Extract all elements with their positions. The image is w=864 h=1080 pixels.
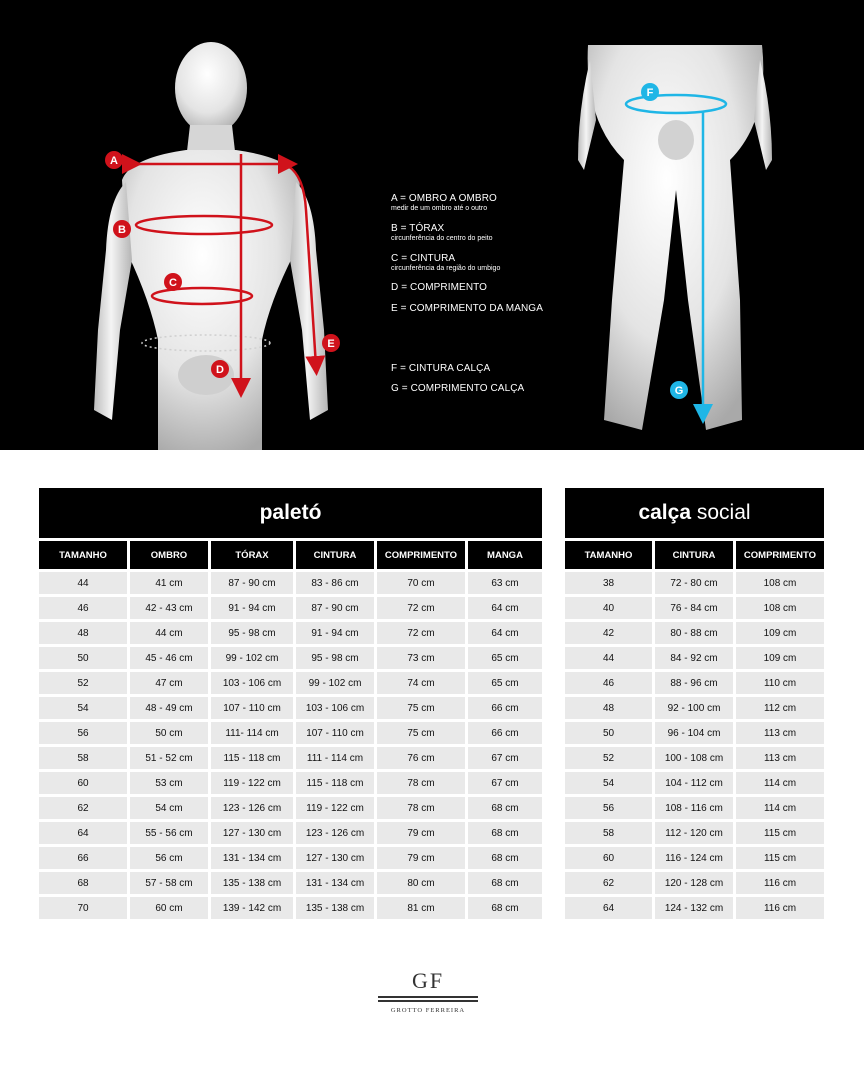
paleto-header-1: OMBRO — [130, 541, 208, 569]
table-cell: 112 - 120 cm — [655, 822, 733, 844]
table-cell: 135 - 138 cm — [211, 872, 293, 894]
table-row — [565, 597, 824, 619]
table-cell: 68 cm — [468, 872, 542, 894]
table-cell: 115 - 118 cm — [296, 772, 374, 794]
table-cell: 50 — [39, 647, 127, 669]
table-cell: 66 cm — [468, 722, 542, 744]
table-cell: 44 — [565, 647, 652, 669]
table-cell: 115 cm — [736, 822, 824, 844]
table-cell: 81 cm — [377, 897, 465, 919]
table-cell: 54 — [39, 697, 127, 719]
table-row — [565, 847, 824, 869]
table-cell: 56 — [39, 722, 127, 744]
table-cell: 60 — [565, 847, 652, 869]
table-cell: 73 cm — [377, 647, 465, 669]
marker-B — [113, 220, 131, 238]
table-cell: 92 - 100 cm — [655, 697, 733, 719]
table-cell: 100 - 108 cm — [655, 747, 733, 769]
marker-G — [670, 381, 688, 399]
table-cell: 123 - 126 cm — [211, 797, 293, 819]
table-cell: 42 - 43 cm — [130, 597, 208, 619]
table-cell: 62 — [39, 797, 127, 819]
marker-A — [105, 151, 123, 169]
table-cell: 127 - 130 cm — [296, 847, 374, 869]
table-cell: 44 — [39, 572, 127, 594]
legend-cintura-calca: F = CINTURA CALÇA — [391, 363, 491, 374]
table-row — [39, 822, 542, 844]
marker-F — [641, 83, 659, 101]
table-cell: 54 cm — [130, 797, 208, 819]
table-cell: 70 — [39, 897, 127, 919]
table-cell: 112 cm — [736, 697, 824, 719]
table-cell: 56 cm — [130, 847, 208, 869]
table-row — [565, 672, 824, 694]
table-cell: 54 — [565, 772, 652, 794]
table-cell: 107 - 110 cm — [211, 697, 293, 719]
table-cell: 99 - 102 cm — [211, 647, 293, 669]
table-row — [39, 797, 542, 819]
table-cell: 64 — [39, 822, 127, 844]
table-cell: 107 - 110 cm — [296, 722, 374, 744]
table-cell: 44 cm — [130, 622, 208, 644]
table-cell: 52 — [39, 672, 127, 694]
table-row — [39, 697, 542, 719]
paleto-header-4: COMPRIMENTO — [377, 541, 465, 569]
table-cell: 139 - 142 cm — [211, 897, 293, 919]
table-cell: 91 - 94 cm — [211, 597, 293, 619]
table-cell: 50 — [565, 722, 652, 744]
table-cell: 65 cm — [468, 647, 542, 669]
table-row — [39, 722, 542, 744]
table-row — [39, 747, 542, 769]
table-cell: 80 cm — [377, 872, 465, 894]
calca-size-table — [562, 485, 827, 922]
table-cell: 78 cm — [377, 797, 465, 819]
table-row — [565, 572, 824, 594]
svg-text:D: D — [216, 364, 224, 376]
table-row — [565, 747, 824, 769]
table-cell: 64 cm — [468, 597, 542, 619]
table-cell: 115 cm — [736, 847, 824, 869]
marker-D — [211, 360, 229, 378]
table-cell: 38 — [565, 572, 652, 594]
table-row — [565, 797, 824, 819]
table-cell: 111- 114 cm — [211, 722, 293, 744]
paleto-header-2: TÓRAX — [211, 541, 293, 569]
table-cell: 103 - 106 cm — [296, 697, 374, 719]
paleto-title: paletó — [39, 488, 542, 538]
table-cell: 74 cm — [377, 672, 465, 694]
table-cell: 62 — [565, 872, 652, 894]
table-row — [39, 597, 542, 619]
legend-cintura: C = CINTURA circunferência da região do umbigo — [391, 253, 501, 272]
table-cell: 56 — [565, 797, 652, 819]
table-row — [39, 897, 542, 919]
svg-text:A: A — [110, 155, 118, 167]
table-cell: 63 cm — [468, 572, 542, 594]
legend-ombro: A = OMBRO A OMBRO medir de um ombro até o outro — [391, 193, 497, 212]
logo-monogram: GF — [411, 968, 445, 993]
table-cell: 108 - 116 cm — [655, 797, 733, 819]
table-cell: 50 cm — [130, 722, 208, 744]
table-cell: 120 - 128 cm — [655, 872, 733, 894]
table-cell: 47 cm — [130, 672, 208, 694]
table-cell: 109 cm — [736, 647, 824, 669]
table-cell: 131 - 134 cm — [296, 872, 374, 894]
table-row — [565, 697, 824, 719]
marker-C — [164, 273, 182, 291]
table-cell: 42 — [565, 622, 652, 644]
table-cell: 87 - 90 cm — [296, 597, 374, 619]
table-cell: 119 - 122 cm — [211, 772, 293, 794]
table-cell: 79 cm — [377, 847, 465, 869]
table-cell: 40 — [565, 597, 652, 619]
table-cell: 113 cm — [736, 722, 824, 744]
table-row — [39, 672, 542, 694]
brand-logo — [378, 968, 478, 1014]
table-row — [39, 572, 542, 594]
table-cell: 113 cm — [736, 747, 824, 769]
paleto-header-0: TAMANHO — [39, 541, 127, 569]
table-cell: 95 - 98 cm — [211, 622, 293, 644]
measurement-illustration — [0, 0, 864, 450]
table-row — [565, 897, 824, 919]
table-cell: 68 cm — [468, 797, 542, 819]
table-cell: 58 — [565, 822, 652, 844]
table-row — [39, 872, 542, 894]
table-cell: 119 - 122 cm — [296, 797, 374, 819]
table-cell: 88 - 96 cm — [655, 672, 733, 694]
table-cell: 114 cm — [736, 797, 824, 819]
table-row — [565, 822, 824, 844]
legs-mannequin — [578, 45, 772, 430]
table-row — [565, 647, 824, 669]
logo-bars — [378, 996, 478, 1002]
table-cell: 115 - 118 cm — [211, 747, 293, 769]
table-cell: 110 cm — [736, 672, 824, 694]
table-cell: 57 - 58 cm — [130, 872, 208, 894]
table-cell: 66 cm — [468, 697, 542, 719]
table-cell: 114 cm — [736, 772, 824, 794]
table-cell: 131 - 134 cm — [211, 847, 293, 869]
table-cell: 108 cm — [736, 572, 824, 594]
table-row — [39, 772, 542, 794]
table-cell: 127 - 130 cm — [211, 822, 293, 844]
svg-text:B: B — [118, 224, 126, 236]
paleto-header-3: CINTURA — [296, 541, 374, 569]
table-cell: 48 — [565, 697, 652, 719]
paleto-size-table — [36, 485, 545, 922]
svg-text:E: E — [327, 338, 335, 350]
table-cell: 52 — [565, 747, 652, 769]
table-row — [565, 622, 824, 644]
table-cell: 109 cm — [736, 622, 824, 644]
table-cell: 79 cm — [377, 822, 465, 844]
table-cell: 78 cm — [377, 772, 465, 794]
table-cell: 103 - 106 cm — [211, 672, 293, 694]
legend-comprimento-calca: G = COMPRIMENTO CALÇA — [391, 383, 525, 394]
table-cell: 55 - 56 cm — [130, 822, 208, 844]
table-cell: 104 - 112 cm — [655, 772, 733, 794]
table-cell: 60 — [39, 772, 127, 794]
legend-comprimento: D = COMPRIMENTO — [391, 282, 488, 293]
table-cell: 124 - 132 cm — [655, 897, 733, 919]
table-row — [39, 847, 542, 869]
table-cell: 64 — [565, 897, 652, 919]
table-cell: 51 - 52 cm — [130, 747, 208, 769]
table-cell: 96 - 104 cm — [655, 722, 733, 744]
calca-title: calça social — [565, 488, 824, 538]
table-cell: 68 — [39, 872, 127, 894]
calca-header-2: COMPRIMENTO — [736, 541, 824, 569]
table-cell: 84 - 92 cm — [655, 647, 733, 669]
table-cell: 67 cm — [468, 747, 542, 769]
table-cell: 72 cm — [377, 622, 465, 644]
table-cell: 66 — [39, 847, 127, 869]
table-cell: 41 cm — [130, 572, 208, 594]
table-cell: 68 cm — [468, 822, 542, 844]
torso-mannequin — [94, 42, 328, 450]
table-cell: 75 cm — [377, 722, 465, 744]
svg-text:G: G — [674, 385, 684, 397]
table-row — [39, 647, 542, 669]
table-cell: 75 cm — [377, 697, 465, 719]
calca-header-1: CINTURA — [655, 541, 733, 569]
table-row — [39, 622, 542, 644]
table-cell: 46 — [565, 672, 652, 694]
legend-torax: B = TÓRAX circunferência do centro do peito — [391, 223, 493, 242]
table-row — [565, 772, 824, 794]
table-cell: 99 - 102 cm — [296, 672, 374, 694]
table-cell: 72 - 80 cm — [655, 572, 733, 594]
table-cell: 48 — [39, 622, 127, 644]
table-cell: 53 cm — [130, 772, 208, 794]
table-cell: 83 - 86 cm — [296, 572, 374, 594]
marker-E — [322, 334, 340, 352]
table-cell: 135 - 138 cm — [296, 897, 374, 919]
table-cell: 91 - 94 cm — [296, 622, 374, 644]
table-cell: 116 - 124 cm — [655, 847, 733, 869]
paleto-header-5: MANGA — [468, 541, 542, 569]
table-cell: 64 cm — [468, 622, 542, 644]
table-cell: 65 cm — [468, 672, 542, 694]
table-row — [565, 722, 824, 744]
table-cell: 116 cm — [736, 897, 824, 919]
table-cell: 68 cm — [468, 847, 542, 869]
table-cell: 67 cm — [468, 772, 542, 794]
table-cell: 76 - 84 cm — [655, 597, 733, 619]
svg-text:F: F — [646, 87, 654, 99]
table-cell: 80 - 88 cm — [655, 622, 733, 644]
svg-text:C: C — [169, 277, 177, 289]
table-cell: 108 cm — [736, 597, 824, 619]
table-cell: 87 - 90 cm — [211, 572, 293, 594]
table-cell: 111 - 114 cm — [296, 747, 374, 769]
table-cell: 45 - 46 cm — [130, 647, 208, 669]
table-cell: 95 - 98 cm — [296, 647, 374, 669]
calca-header-0: TAMANHO — [565, 541, 652, 569]
table-cell: 48 - 49 cm — [130, 697, 208, 719]
table-cell: 68 cm — [468, 897, 542, 919]
table-cell: 70 cm — [377, 572, 465, 594]
table-cell: 72 cm — [377, 597, 465, 619]
table-cell: 58 — [39, 747, 127, 769]
table-row — [565, 872, 824, 894]
legend-comprimento-manga: E = COMPRIMENTO DA MANGA — [391, 303, 543, 314]
table-cell: 123 - 126 cm — [296, 822, 374, 844]
table-cell: 76 cm — [377, 747, 465, 769]
logo-brand-name: GROTTO FERREIRA — [390, 1007, 466, 1014]
table-cell: 60 cm — [130, 897, 208, 919]
table-cell: 46 — [39, 597, 127, 619]
table-cell: 116 cm — [736, 872, 824, 894]
